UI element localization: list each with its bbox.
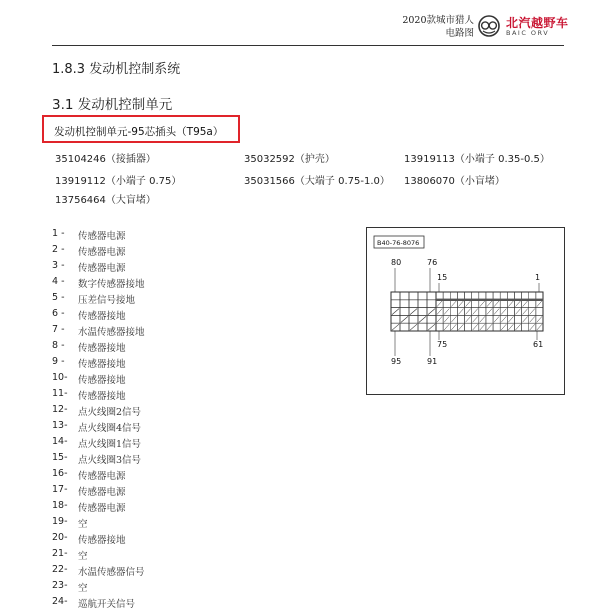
pin-number: 22- — [52, 564, 68, 575]
pin-description: 传感器接地 — [78, 359, 126, 370]
pin-description: 传感器接地 — [78, 391, 126, 402]
pin-row — [52, 498, 212, 514]
pin-row — [52, 290, 212, 306]
pin-number: 17- — [52, 484, 68, 495]
pin-number: 1 - — [52, 228, 65, 239]
part-number: 35032592（护壳） — [244, 154, 335, 165]
pin-label-91: 91 — [427, 357, 438, 366]
pin-number: 7 - — [52, 324, 65, 335]
pin-label-80: 80 — [391, 258, 402, 267]
pin-number: 14- — [52, 436, 68, 447]
pin-row — [52, 466, 212, 482]
pin-description: 点火线圈3信号 — [78, 455, 142, 466]
pin-row — [52, 482, 212, 498]
pin-number: 16- — [52, 468, 68, 479]
pin-number: 13- — [52, 420, 68, 431]
header-doc-type: 电路图 — [445, 28, 474, 39]
part-number: 13806070（小盲堵） — [404, 176, 505, 187]
pin-number: 15- — [52, 452, 68, 463]
pin-number: 24- — [52, 596, 68, 607]
section-heading: 1.8.3 发动机控制系统 — [52, 62, 181, 77]
pin-row — [52, 546, 212, 562]
pin-label-76: 76 — [427, 258, 438, 267]
pin-description: 点火线圈1信号 — [78, 439, 142, 450]
pin-row — [52, 578, 212, 594]
pin-label-61: 61 — [533, 340, 544, 349]
pin-number: 12- — [52, 404, 68, 415]
pin-number: 18- — [52, 500, 68, 511]
pin-description: 传感器电源 — [78, 247, 126, 258]
pin-number: 20- — [52, 532, 68, 543]
part-number: 13919113（小端子 0.35-0.5） — [404, 154, 550, 165]
pin-number: 8 - — [52, 340, 65, 351]
pin-label-15: 15 — [437, 273, 448, 282]
pin-description: 传感器电源 — [78, 503, 126, 514]
connector-pin-grid — [391, 268, 543, 356]
connector-title-box — [42, 115, 240, 143]
pin-number: 9 - — [52, 356, 65, 367]
pin-description: 水温传感器信号 — [78, 567, 145, 578]
pin-description: 传感器电源 — [78, 487, 126, 498]
pin-number: 19- — [52, 516, 68, 527]
pin-row — [52, 354, 212, 370]
pin-label-75: 75 — [437, 340, 448, 349]
pin-description: 空 — [78, 551, 88, 562]
pin-row — [52, 338, 212, 354]
connector-key-bar — [436, 299, 543, 301]
part-code-label: B40-76-8076 — [377, 239, 420, 247]
pin-number: 23- — [52, 580, 68, 591]
pin-row — [52, 386, 212, 402]
pin-row — [52, 322, 212, 338]
pin-description: 空 — [78, 583, 88, 594]
pin-row — [52, 418, 212, 434]
pin-row — [52, 530, 212, 546]
brand-name-en: BAIC ORV — [506, 29, 550, 37]
part-number: 35031566（大端子 0.75-1.0） — [244, 176, 390, 187]
pin-row — [52, 226, 212, 242]
pin-row — [52, 274, 212, 290]
pin-description: 水温传感器接地 — [78, 327, 145, 338]
brand-name-cn: 北汽越野车 — [506, 16, 569, 30]
header-divider — [52, 45, 564, 46]
pin-number: 5 - — [52, 292, 65, 303]
pin-row — [52, 434, 212, 450]
pin-description: 压差信号接地 — [78, 295, 136, 306]
pin-list — [52, 226, 212, 610]
header-model: 2020款城市猎人 — [402, 15, 474, 26]
pin-label-95: 95 — [391, 357, 402, 366]
pin-number: 2 - — [52, 244, 65, 255]
pin-row — [52, 514, 212, 530]
pin-row — [52, 450, 212, 466]
pin-row — [52, 402, 212, 418]
pin-row — [52, 242, 212, 258]
pin-row — [52, 258, 212, 274]
pin-description: 数字传感器接地 — [78, 279, 145, 290]
pin-description: 空 — [78, 519, 88, 530]
pin-number: 10- — [52, 372, 68, 383]
pin-description: 传感器接地 — [78, 311, 126, 322]
part-number: 13919112（小端子 0.75） — [55, 176, 182, 187]
pin-description: 点火线圈4信号 — [78, 423, 142, 434]
pin-row — [52, 306, 212, 322]
pin-description: 点火线圈2信号 — [78, 407, 142, 418]
pin-number: 11- — [52, 388, 68, 399]
document-header — [388, 14, 474, 40]
part-number: 35104246（接插器） — [55, 154, 156, 165]
pin-row — [52, 594, 212, 610]
pin-number: 6 - — [52, 308, 65, 319]
pin-description: 传感器接地 — [78, 535, 126, 546]
subsection-heading: 3.1 发动机控制单元 — [52, 97, 173, 113]
pin-row — [52, 562, 212, 578]
connector-title: 发动机控制单元-95芯插头（T95a） — [54, 126, 224, 138]
brand-emblem-icon — [478, 15, 500, 37]
pin-description: 传感器电源 — [78, 231, 126, 242]
pin-description: 传感器接地 — [78, 343, 126, 354]
pin-label-1: 1 — [535, 273, 541, 282]
pin-description: 传感器电源 — [78, 471, 126, 482]
connector-face-drawing — [367, 228, 564, 394]
pin-number: 4 - — [52, 276, 65, 287]
pin-description: 巡航开关信号 — [78, 599, 136, 610]
connector-diagram — [366, 227, 565, 395]
pin-row — [52, 370, 212, 386]
part-number: 13756464（大盲堵） — [55, 195, 156, 206]
pin-description: 传感器接地 — [78, 375, 126, 386]
pin-number: 3 - — [52, 260, 65, 271]
pin-number: 21- — [52, 548, 68, 559]
brand-logo — [478, 14, 578, 40]
pin-description: 传感器电源 — [78, 263, 126, 274]
